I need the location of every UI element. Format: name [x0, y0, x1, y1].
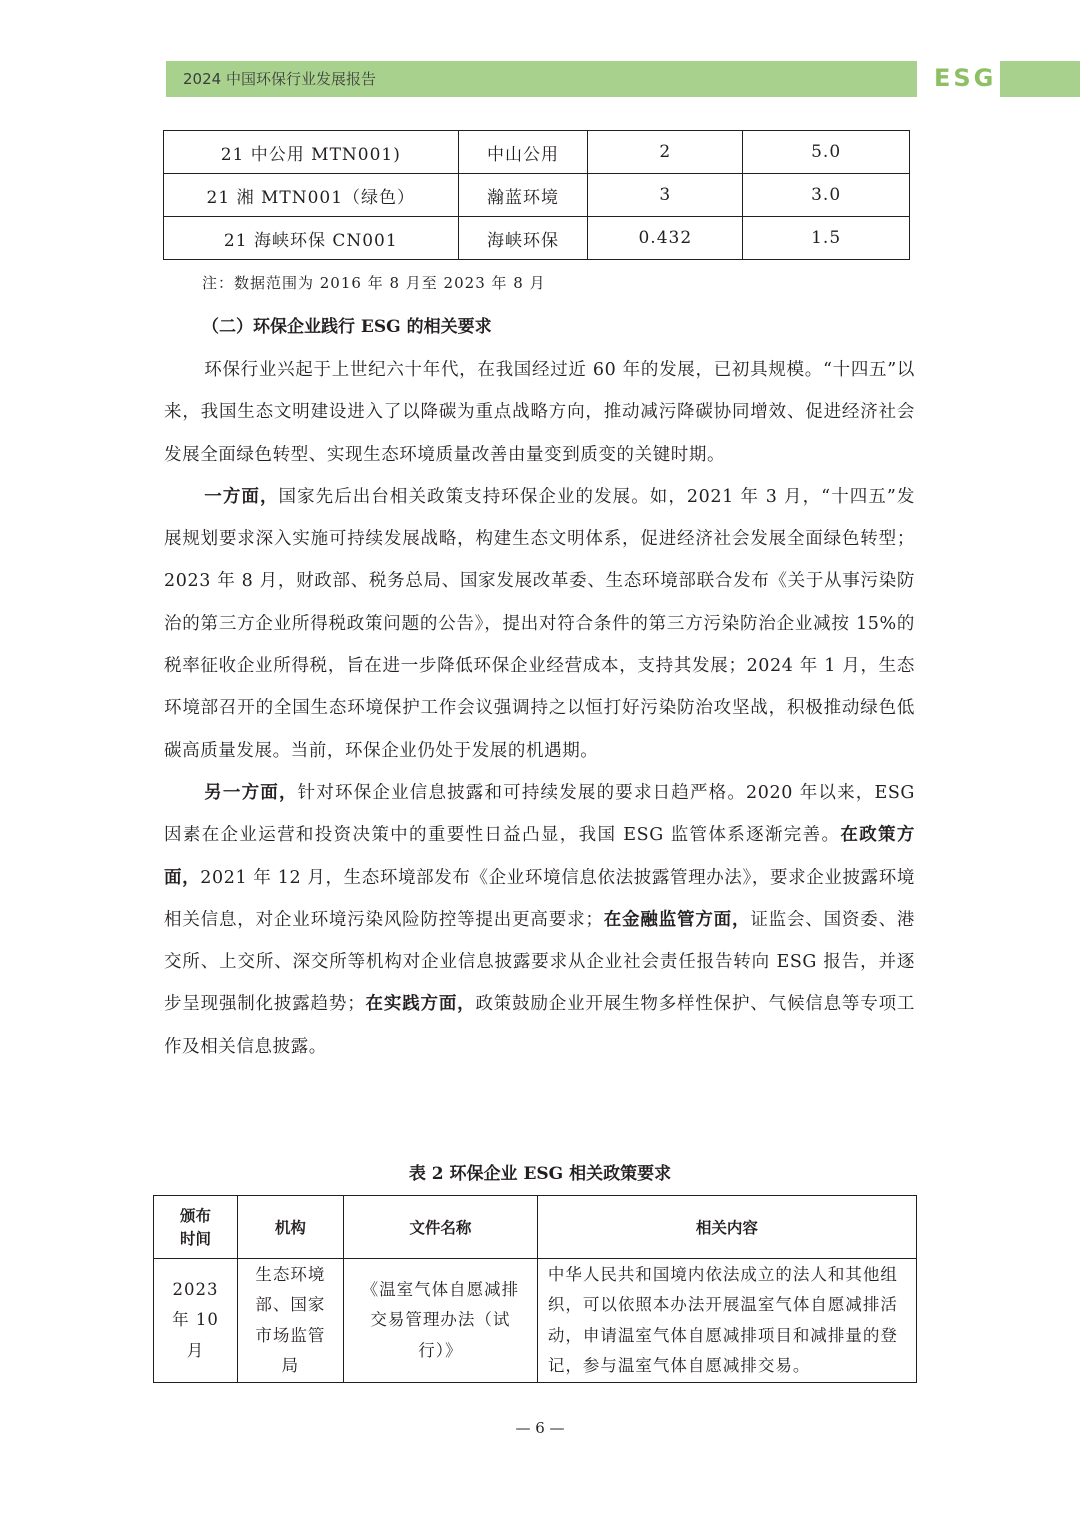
- body-text: [164, 349, 915, 1068]
- table-cell: 3: [588, 174, 743, 217]
- paragraph: 环保行业兴起于上世纪六十年代，在我国经过近 60 年的发展，已初具规模。“十四五”以来，我国生态文明建设进入了以降碳为重点战略方向，推动减污降碳协同增效、促进经济社会发展全面绿色转型、实现生态环境质量改善由量变到质变的关键时期。: [164, 360, 915, 465]
- table-cell: 瀚蓝环境: [458, 174, 588, 217]
- date-cell: [154, 1259, 238, 1383]
- paragraph-lead: 一方面，: [204, 486, 279, 507]
- section-title: （二）环保企业践行 ESG 的相关要求: [202, 317, 492, 337]
- paragraph-lead: 在实践方面，: [365, 994, 476, 1015]
- table-cell: 21 海峡环保 CN001: [164, 217, 459, 260]
- policy-table: [153, 1195, 917, 1383]
- table-cell: 中山公用: [458, 131, 588, 174]
- column-header: 相关内容: [537, 1196, 916, 1259]
- table-cell: 21 湘 MTN001（绿色）: [164, 174, 459, 217]
- paragraph-text: 政策鼓励企业开展生物多样性保护、气候信息等专项工作及相关信息披露。: [164, 994, 915, 1057]
- table-cell: 海峡环保: [458, 217, 588, 260]
- column-header: 机构: [237, 1196, 343, 1259]
- paragraph-text: 国家先后出台相关政策支持环保企业的发展。如，2021 年 3 月，“十四五”发展规划要求深入实施可持续发展战略，构建生态文明体系，促进经济社会发展全面绿色转型；2023 年 8 月，财政部、税务总局、国家发展改革委、生态环境部联合发布《关于从事污染防治的第三方企业所得税政策问题的公告》，提出对符合条件的第三方污染防治企业减按 15%的税率征收企业所得税，旨在进一步降低环保企业经营成本，支持其发展；2024 年 1 月，生态环境部召开的全国生态环境保护工作会议强调持之以恒打好污染防治攻坚战，积极推动绿色低碳高质量发展。当前，环保企业仍处于发展的机遇期。: [164, 486, 915, 761]
- table-row: [164, 174, 910, 217]
- table-row: [164, 131, 910, 174]
- header-title: 2024 中国环保行业发展报告: [183, 70, 376, 88]
- doc-cell: [343, 1259, 537, 1383]
- table-row: [164, 217, 910, 260]
- table-cell: 5.0: [743, 131, 910, 174]
- header-accent-block: [1000, 61, 1080, 97]
- paragraph-lead: 另一方面，: [204, 782, 298, 803]
- org-cell: [237, 1259, 343, 1383]
- table-cell: 21 中公用 MTN001): [164, 131, 459, 174]
- column-header: 文件名称: [343, 1196, 537, 1259]
- date-text: 2023 年 10 月: [172, 1279, 219, 1360]
- page-number: — 6 —: [515, 1419, 565, 1437]
- table-cell: 0.432: [588, 217, 743, 260]
- org-text: 生态环境部、国家市场监管局: [255, 1264, 326, 1375]
- table-cell: 3.0: [743, 174, 910, 217]
- content-cell: 中华人民共和国境内依法成立的法人和其他组织，可以依照本办法开展温室气体自愿减排活动，申请温室气体自愿减排项目和减排量的登记，参与温室气体自愿减排交易。: [537, 1259, 916, 1383]
- table-cell: 2: [588, 131, 743, 174]
- bond-table: [163, 130, 910, 260]
- doc-text: 《温室气体自愿减排交易管理办法（试行）》: [361, 1279, 520, 1360]
- paragraph: [164, 772, 915, 1068]
- paragraph-lead: 在政策方面，: [164, 825, 915, 888]
- paragraph-text: 2021 年 12 月，生态环境部发布《企业环境信息依法披露管理办法》，要求企业披露环境相关信息，对企业环境污染风险防控等提出更高要求；: [164, 867, 916, 930]
- table-cell: 1.5: [743, 217, 910, 260]
- table-caption: 表 2 环保企业 ESG 相关政策要求: [408, 1164, 672, 1184]
- table-header-row: [154, 1196, 917, 1259]
- table-note: 注：数据范围为 2016 年 8 月至 2023 年 8 月: [202, 274, 546, 292]
- column-header: [154, 1196, 238, 1259]
- paragraph-text: 针对环保企业信息披露和可持续发展的要求日趋严格。2020 年以来，ESG 因素在企业运营和投资决策中的重要性日益凸显，我国 ESG 监管体系逐渐完善。: [164, 782, 915, 846]
- paragraph: [164, 476, 915, 772]
- column-header-text: 颁布时间: [179, 1206, 211, 1248]
- header-brand: ESG: [934, 64, 997, 92]
- paragraph-text: 证监会、国资委、港交所、上交所、深交所等机构对企业信息披露要求从企业社会责任报告转向 ESG 报告，并逐步呈现强制化披露趋势；: [164, 909, 915, 1015]
- paragraph-lead: 在金融监管方面，: [603, 909, 751, 930]
- table-row: [154, 1259, 917, 1383]
